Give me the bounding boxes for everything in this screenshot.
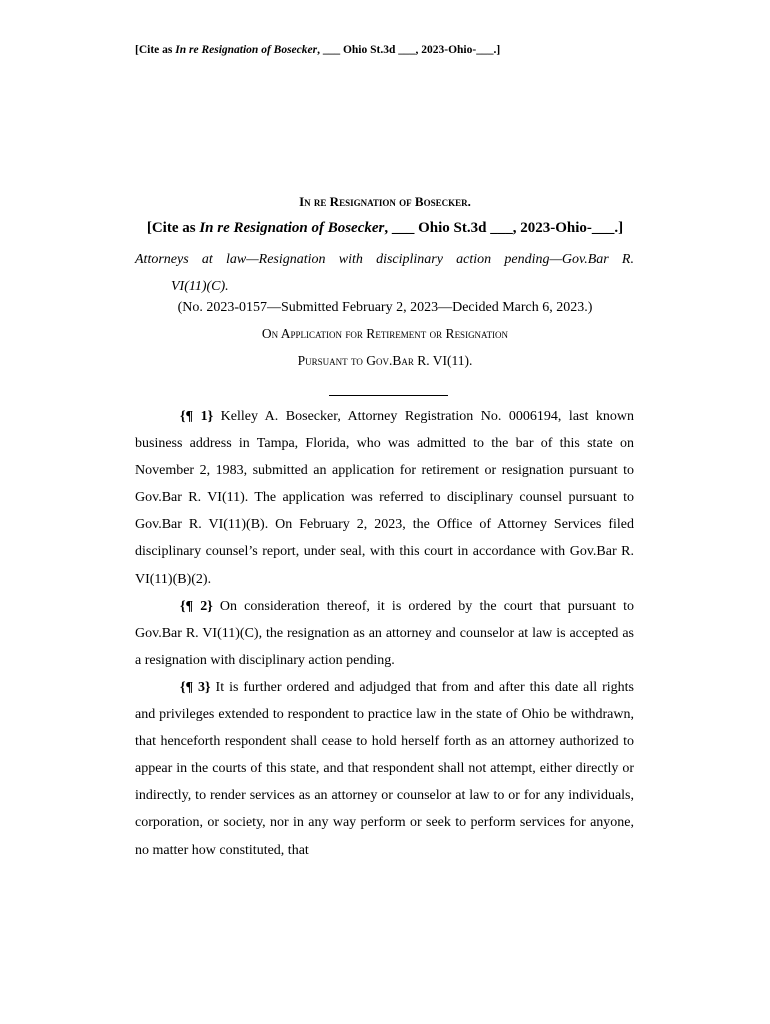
- procedural-heading-line-2: Pursuant to Gov.Bar R. VI(11).: [297, 353, 473, 368]
- paragraph-text: It is further ordered and adjudged that from and after this date all rights and privileges extended to respondent to practice law in the state of Ohio be withdrawn, that henceforth respondent shall cease to hold herself forth as an attorney authorized to appear in the courts of this state, and that respondent shall not attempt, either directly or indirectly, to render services as an attorney or counselor at law to or for any individuals, corporation, or society, nor in any way perform or seek to perform services for anyone, no matter how constituted, that: [135, 679, 634, 858]
- running-head-prefix: [Cite as: [135, 44, 176, 56]
- paragraph-1: [135, 403, 634, 593]
- procedural-heading-line-1: On Application for Retirement or Resignation: [261, 326, 509, 341]
- paragraph-text: On consideration thereof, it is ordered by the court that pursuant to Gov.Bar R. VI(11)(C), the resignation as an attorney and counselor at law is accepted as a resignation with disciplinary action pending.: [135, 598, 635, 668]
- section-divider: [329, 395, 448, 396]
- syllabus: [135, 246, 634, 300]
- paragraph-number: {¶ 2}: [180, 598, 213, 614]
- paragraph-number: {¶ 1}: [180, 409, 214, 424]
- paragraph-3: [135, 674, 634, 864]
- syllabus-line-1: Attorneys at law—Resignation with disciplinary action pending—Gov.Bar R.: [135, 252, 634, 267]
- running-head-case-name: In re Resignation of Bosecker: [175, 44, 318, 56]
- citation-case-name: In re Resignation of Bosecker: [199, 220, 385, 236]
- running-head-suffix: , ___ Ohio St.3d ___, 2023-Ohio-___.]: [317, 44, 501, 56]
- citation-line: [0, 220, 770, 237]
- docket-line: (No. 2023-0157—Submitted February 2, 2023—Decided March 6, 2023.): [177, 300, 593, 315]
- case-title: In re Resignation of Bosecker.: [299, 194, 471, 209]
- running-head-citation: [135, 44, 500, 56]
- citation-prefix: [Cite as: [146, 220, 200, 236]
- citation-suffix: , ___ Ohio St.3d ___, 2023-Ohio-___.]: [384, 220, 624, 236]
- syllabus-line-2: VI(11)(C).: [171, 279, 229, 294]
- opinion-body: [135, 403, 634, 864]
- paragraph-text: Kelley A. Bosecker, Attorney Registration No. 0006194, last known business address in Tampa, Florida, who was admitted to the bar of this state on November 2, 1983, submitted an application for retirement or resignation pursuant to Gov.Bar R. VI(11). The application was referred to disciplinary counsel pursuant to Gov.Bar R. VI(11)(B). On February 2, 2023, the Office of Attorney Services filed disciplinary counsel’s report, under seal, with this court in accordance with Gov.Bar R. VI(11)(B)(2).: [135, 409, 634, 587]
- paragraph-number: {¶ 3}: [180, 679, 211, 695]
- paragraph-2: [135, 593, 634, 674]
